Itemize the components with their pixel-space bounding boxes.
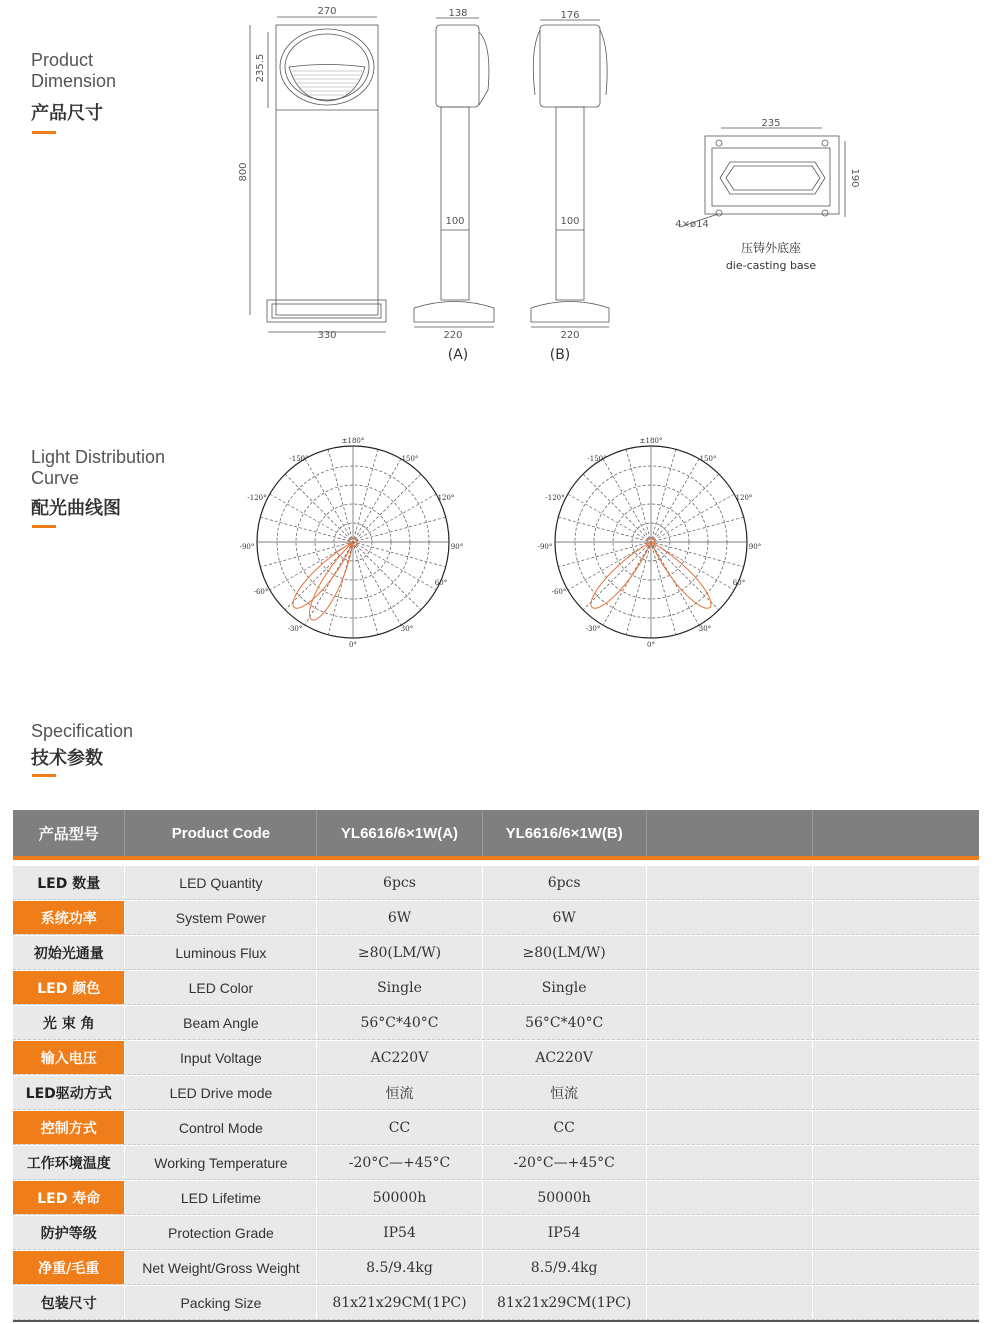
row-label-en: Protection Grade bbox=[125, 1216, 317, 1249]
polar-label-lr: 60° bbox=[732, 579, 746, 587]
label-a: (A) bbox=[447, 347, 469, 363]
polar-label-ml: -90° bbox=[239, 543, 255, 551]
base-plate-drawing bbox=[680, 128, 845, 227]
row-value-b: CC bbox=[483, 1111, 647, 1144]
table-row bbox=[13, 1146, 979, 1180]
row-label-zh: 控制方式 bbox=[13, 1111, 125, 1144]
header-model-b: YL6616/6×1W(B) bbox=[483, 810, 647, 856]
table-row bbox=[13, 1076, 979, 1110]
polar-chart-a bbox=[239, 432, 464, 652]
dim-base-height: 190 bbox=[849, 168, 860, 188]
row-label-en: Packing Size bbox=[125, 1286, 317, 1319]
polar-label-bottom: 0° bbox=[349, 641, 357, 649]
polar-label-lr: 60° bbox=[434, 579, 448, 587]
row-label-en: Working Temperature bbox=[125, 1146, 317, 1179]
row-label-zh: 光 束 角 bbox=[13, 1006, 125, 1039]
row-empty-1 bbox=[647, 866, 813, 899]
dimension-drawing bbox=[0, 0, 1000, 380]
row-label-en: Beam Angle bbox=[125, 1006, 317, 1039]
row-value-b: -20°C—+45°C bbox=[483, 1146, 647, 1179]
polar-label-br: 30° bbox=[698, 625, 712, 633]
row-value-a: 6W bbox=[317, 901, 482, 934]
row-label-zh: 初始光通量 bbox=[13, 936, 125, 969]
table-row bbox=[13, 866, 979, 900]
row-label-zh: LED驱动方式 bbox=[13, 1076, 125, 1109]
row-empty-2 bbox=[813, 936, 979, 969]
row-value-a: 6pcs bbox=[317, 866, 482, 899]
dim-b-base: 220 bbox=[560, 330, 580, 341]
polar-label-top: ±180° bbox=[639, 437, 663, 445]
row-value-b: 56°C*40°C bbox=[483, 1006, 647, 1039]
row-empty-1 bbox=[647, 1041, 813, 1074]
dim-front-top: 270 bbox=[317, 6, 337, 17]
row-value-a: -20°C—+45°C bbox=[317, 1146, 482, 1179]
row-empty-2 bbox=[813, 1286, 979, 1319]
side-view-a bbox=[414, 18, 494, 327]
table-row bbox=[13, 1286, 979, 1320]
row-label-en: System Power bbox=[125, 901, 317, 934]
row-empty-1 bbox=[647, 1216, 813, 1249]
row-empty-1 bbox=[647, 1076, 813, 1109]
table-row bbox=[13, 936, 979, 970]
row-empty-2 bbox=[813, 1216, 979, 1249]
row-value-a: 56°C*40°C bbox=[317, 1006, 482, 1039]
row-value-a: 8.5/9.4kg bbox=[317, 1251, 482, 1284]
dim-a-top: 138 bbox=[448, 8, 468, 19]
polar-label-tl: -150° bbox=[587, 455, 607, 463]
row-empty-1 bbox=[647, 1111, 813, 1144]
header-empty-1 bbox=[647, 810, 813, 856]
row-empty-2 bbox=[813, 901, 979, 934]
row-value-b: 50000h bbox=[483, 1181, 647, 1214]
row-value-a: AC220V bbox=[317, 1041, 482, 1074]
row-empty-2 bbox=[813, 1076, 979, 1109]
table-row bbox=[13, 1111, 979, 1145]
row-empty-1 bbox=[647, 1006, 813, 1039]
row-value-a: 81x21x29CM(1PC) bbox=[317, 1286, 482, 1319]
table-row bbox=[13, 1181, 979, 1215]
side-view-b bbox=[531, 20, 609, 327]
row-label-en: LED Quantity bbox=[125, 866, 317, 899]
row-empty-1 bbox=[647, 1181, 813, 1214]
polar-label-ur: 120° bbox=[437, 494, 455, 502]
table-row bbox=[13, 901, 979, 935]
table-bottom-line bbox=[13, 1320, 979, 1322]
row-label-zh: 工作环境温度 bbox=[13, 1146, 125, 1179]
light-accent-bar bbox=[32, 525, 56, 528]
spec-table bbox=[13, 810, 979, 1322]
row-empty-2 bbox=[813, 1006, 979, 1039]
row-value-b: 81x21x29CM(1PC) bbox=[483, 1286, 647, 1319]
row-empty-2 bbox=[813, 971, 979, 1004]
row-empty-1 bbox=[647, 901, 813, 934]
row-value-b: 6pcs bbox=[483, 866, 647, 899]
row-value-b: AC220V bbox=[483, 1041, 647, 1074]
row-empty-1 bbox=[647, 1251, 813, 1284]
row-value-b: 恒流 bbox=[483, 1076, 647, 1109]
front-view bbox=[250, 17, 386, 332]
row-value-b: ≥80(LM/W) bbox=[483, 936, 647, 969]
polar-label-ll: -60° bbox=[551, 588, 567, 596]
row-empty-2 bbox=[813, 1041, 979, 1074]
row-label-en: LED Color bbox=[125, 971, 317, 1004]
light-title-en-line2: Curve bbox=[31, 468, 80, 488]
row-label-zh: LED 颜色 bbox=[13, 971, 125, 1004]
row-empty-2 bbox=[813, 866, 979, 899]
row-value-a: CC bbox=[317, 1111, 482, 1144]
table-row bbox=[13, 1006, 979, 1040]
header-model-a: YL6616/6×1W(A) bbox=[317, 810, 482, 856]
row-value-a: 恒流 bbox=[317, 1076, 482, 1109]
spec-accent-bar bbox=[32, 774, 56, 777]
row-value-b: 8.5/9.4kg bbox=[483, 1251, 647, 1284]
row-label-en: Input Voltage bbox=[125, 1041, 317, 1074]
row-label-en: Net Weight/Gross Weight bbox=[125, 1251, 317, 1284]
dim-front-head: 235.5 bbox=[255, 53, 266, 83]
polar-label-mr: 90° bbox=[450, 543, 464, 551]
polar-label-tr: 150° bbox=[699, 455, 717, 463]
table-row bbox=[13, 1041, 979, 1075]
row-label-en: LED Lifetime bbox=[125, 1181, 317, 1214]
row-value-a: 50000h bbox=[317, 1181, 482, 1214]
table-row bbox=[13, 1216, 979, 1250]
spec-title-en: Specification bbox=[31, 721, 134, 741]
row-value-a: IP54 bbox=[317, 1216, 482, 1249]
row-empty-2 bbox=[813, 1181, 979, 1214]
table-row bbox=[13, 1251, 979, 1285]
row-empty-1 bbox=[647, 1146, 813, 1179]
header-model-zh: 产品型号 bbox=[13, 810, 125, 856]
label-b: (B) bbox=[549, 347, 571, 363]
row-value-a: Single bbox=[317, 971, 482, 1004]
dim-front-base: 330 bbox=[317, 330, 337, 341]
row-value-b: 6W bbox=[483, 901, 647, 934]
polar-label-ll: -60° bbox=[253, 588, 269, 596]
polar-label-ur: 120° bbox=[735, 494, 753, 502]
spec-title-zh: 技术参数 bbox=[31, 748, 103, 769]
polar-label-mr: 90° bbox=[748, 543, 762, 551]
row-empty-2 bbox=[813, 1111, 979, 1144]
dim-base-holes: 4×ø14 bbox=[675, 219, 709, 230]
dimension-title-en-line2: Dimension bbox=[31, 71, 117, 91]
table-row bbox=[13, 971, 979, 1005]
row-empty-1 bbox=[647, 1286, 813, 1319]
row-empty-1 bbox=[647, 936, 813, 969]
dim-a-pole: 100 bbox=[445, 216, 465, 227]
light-title-en-line1: Light Distribution bbox=[31, 447, 166, 467]
dim-b-top: 176 bbox=[560, 10, 580, 21]
dim-front-height: 800 bbox=[238, 162, 249, 182]
row-label-zh: LED 寿命 bbox=[13, 1181, 125, 1214]
dimension-title-en-line1: Product bbox=[31, 50, 94, 70]
header-accent-strip bbox=[13, 856, 979, 860]
header-empty-2 bbox=[813, 810, 979, 856]
table-header bbox=[13, 810, 979, 856]
polar-label-bl: -30° bbox=[287, 625, 303, 633]
row-label-zh: LED 数量 bbox=[13, 866, 125, 899]
polar-label-tr: 150° bbox=[401, 455, 419, 463]
dim-b-pole: 100 bbox=[560, 216, 580, 227]
row-label-en: Control Mode bbox=[125, 1111, 317, 1144]
row-empty-2 bbox=[813, 1146, 979, 1179]
polar-label-bl: -30° bbox=[585, 625, 601, 633]
base-label-en: die-casting base bbox=[725, 259, 817, 272]
polar-chart-b bbox=[537, 432, 762, 652]
polar-label-ml: -90° bbox=[537, 543, 553, 551]
table-body bbox=[13, 866, 979, 1320]
row-value-b: Single bbox=[483, 971, 647, 1004]
polar-label-br: 30° bbox=[400, 625, 414, 633]
polar-label-top: ±180° bbox=[341, 437, 365, 445]
dim-base-width: 235 bbox=[761, 118, 781, 129]
light-title-en bbox=[31, 447, 165, 489]
dimension-title-zh: 产品尺寸 bbox=[31, 103, 103, 124]
base-label-zh: 压铸外底座 bbox=[740, 241, 802, 255]
row-label-zh: 包装尺寸 bbox=[13, 1286, 125, 1319]
row-value-a: ≥80(LM/W) bbox=[317, 936, 482, 969]
row-label-zh: 防护等级 bbox=[13, 1216, 125, 1249]
row-label-zh: 净重/毛重 bbox=[13, 1251, 125, 1284]
row-label-en: LED Drive mode bbox=[125, 1076, 317, 1109]
row-label-en: Luminous Flux bbox=[125, 936, 317, 969]
polar-label-ul: -120° bbox=[545, 494, 565, 502]
dim-a-base: 220 bbox=[443, 330, 463, 341]
polar-label-bottom: 0° bbox=[647, 641, 655, 649]
row-value-b: IP54 bbox=[483, 1216, 647, 1249]
row-label-zh: 系统功率 bbox=[13, 901, 125, 934]
header-product-code: Product Code bbox=[125, 810, 317, 856]
row-empty-2 bbox=[813, 1251, 979, 1284]
polar-label-ul: -120° bbox=[247, 494, 267, 502]
light-title-zh: 配光曲线图 bbox=[31, 498, 121, 519]
row-empty-1 bbox=[647, 971, 813, 1004]
row-label-zh: 输入电压 bbox=[13, 1041, 125, 1074]
polar-label-tl: -150° bbox=[289, 455, 309, 463]
